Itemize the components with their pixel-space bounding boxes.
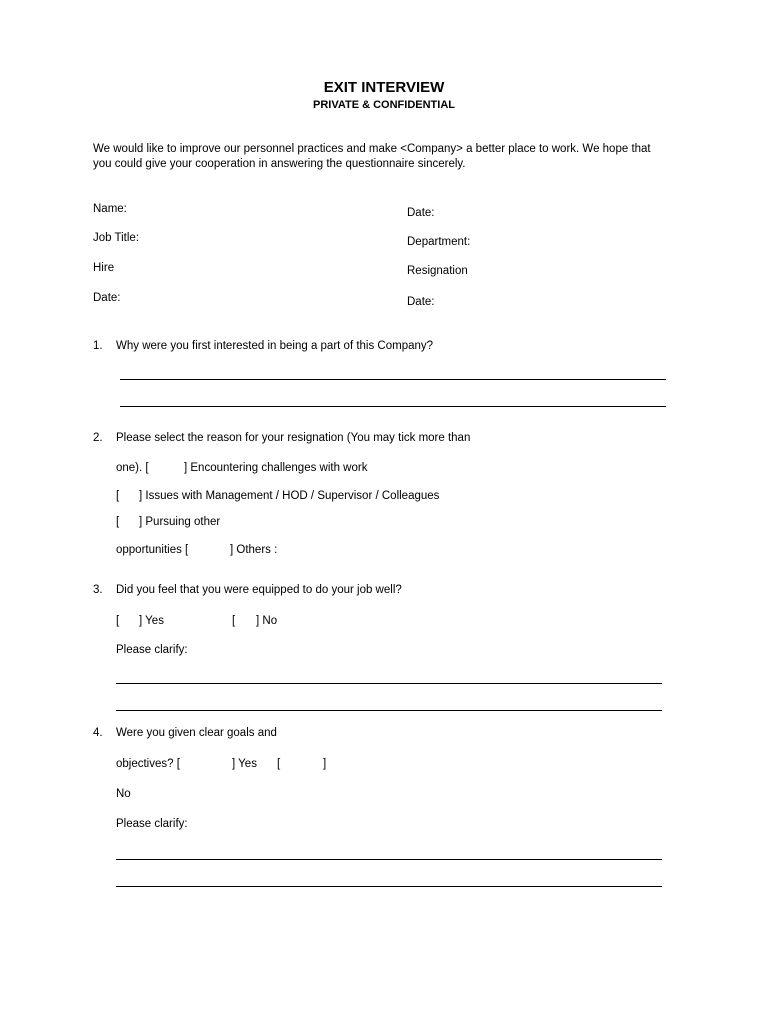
resignation-date-label: Date: (407, 296, 435, 308)
q4-text: Were you given clear goals and (116, 727, 277, 739)
q4-option-yes[interactable]: ] Yes (232, 758, 257, 770)
q4-answer-line-1[interactable] (116, 859, 662, 860)
intro-line-1: We would like to improve our personnel practices and make <Company> a better place to work. We hope that (93, 143, 651, 155)
q2-option-pursuing-bracket[interactable]: [ (116, 516, 120, 528)
q1-answer-line-1[interactable] (120, 379, 666, 380)
name-label: Name: (93, 203, 127, 215)
q1-number: 1. (93, 340, 103, 352)
q2-line2-prefix: one). [ (116, 462, 149, 474)
q4-answer-line-2[interactable] (116, 886, 662, 887)
q2-number: 2. (93, 432, 103, 444)
q4-no-bracket-close[interactable]: ] (323, 758, 327, 770)
q2-option-challenges[interactable]: ] Encountering challenges with work (184, 462, 368, 474)
q2-option-pursuing[interactable]: ] Pursuing other (139, 516, 221, 528)
hire-date-label: Date: (93, 292, 121, 304)
q4-number: 4. (93, 727, 103, 739)
q3-option-no[interactable]: ] No (256, 615, 278, 627)
page-subtitle: PRIVATE & CONFIDENTIAL (313, 99, 455, 111)
q1-text: Why were you first interested in being a part of this Company? (116, 340, 434, 352)
department-label: Department: (407, 236, 471, 248)
q3-number: 3. (93, 584, 103, 596)
q2-option-management[interactable]: ] Issues with Management / HOD / Supervisor / Colleagues (139, 490, 440, 502)
q3-answer-line-1[interactable] (116, 683, 662, 684)
q3-option-yes[interactable]: ] Yes (139, 615, 164, 627)
q4-clarify-label: Please clarify: (116, 818, 188, 830)
q3-yes-bracket[interactable]: [ (116, 615, 120, 627)
page-title: EXIT INTERVIEW (323, 79, 445, 96)
q4-option-no[interactable]: No (116, 788, 131, 800)
q3-answer-line-2[interactable] (116, 710, 662, 711)
q1-answer-line-2[interactable] (120, 406, 666, 407)
q3-no-bracket[interactable]: [ (232, 615, 236, 627)
job-title-label: Job Title: (93, 232, 140, 244)
date-label: Date: (407, 207, 435, 219)
q3-text: Did you feel that you were equipped to do your job well? (116, 584, 402, 596)
hire-label: Hire (93, 262, 115, 274)
q3-clarify-label: Please clarify: (116, 644, 188, 656)
q4-line2-prefix: objectives? [ (116, 758, 180, 770)
q4-no-bracket-open[interactable]: [ (277, 758, 281, 770)
q2-text: Please select the reason for your resignation (You may tick more than (116, 432, 471, 444)
resignation-label: Resignation (407, 265, 468, 277)
q2-option-management-bracket[interactable]: [ (116, 490, 120, 502)
intro-line-2: you could give your cooperation in answering the questionnaire sincerely. (93, 158, 466, 170)
q2-option-others[interactable]: ] Others : (230, 544, 278, 556)
q2-line5-prefix: opportunities [ (116, 544, 189, 556)
